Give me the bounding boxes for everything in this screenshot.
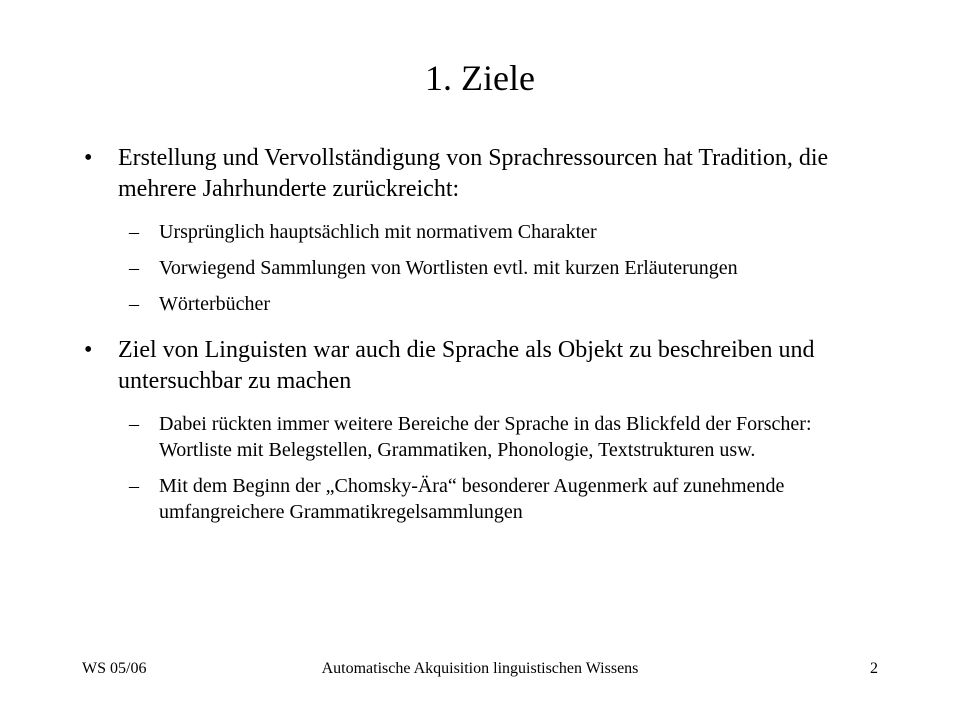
sub-item-text: Wörterbücher [159, 293, 271, 315]
sub-item-text: Vorwiegend Sammlungen von Wortlisten evtl. mit kurzen Erläuterungen [159, 257, 738, 279]
sub-item [84, 411, 884, 463]
sub-item [84, 255, 884, 281]
dash-icon: – [129, 293, 139, 315]
sub-item-text: Dabei rückten immer weitere Bereiche der Sprache in das Blickfeld der Forscher: Wortliste mit Belegstellen, Grammatiken, Phonologie, Textstrukturen usw. [159, 413, 812, 461]
footer-semester: WS 05/06 [82, 660, 147, 677]
bullet-text: Erstellung und Vervollständigung von Sprachressourcen hat Tradition, die mehrere Jahrhunderte zurückreicht: [118, 145, 829, 202]
sub-item [84, 219, 884, 245]
dash-icon: – [129, 221, 139, 243]
sub-item [84, 473, 884, 525]
slide-title: 1. Ziele [425, 58, 535, 98]
bullet-item [84, 335, 884, 397]
bullet-icon: • [84, 337, 93, 363]
sub-item-text: Mit dem Beginn der „Chomsky-Ära“ besonderer Augenmerk auf zunehmende umfangreichere Grammatikregelsammlungen [159, 475, 785, 523]
dash-icon: – [129, 475, 139, 497]
bullet-text: Ziel von Linguisten war auch die Sprache als Objekt zu beschreiben und untersuchbar zu machen [118, 337, 815, 394]
dash-icon: – [129, 257, 139, 279]
footer-course-title: Automatische Akquisition linguistischen Wissens [321, 660, 639, 677]
bullet-icon: • [84, 145, 93, 171]
sub-item-text: Ursprünglich hauptsächlich mit normativem Charakter [159, 221, 597, 243]
dash-icon: – [129, 413, 139, 435]
sub-item [84, 291, 884, 317]
slide-footer [0, 656, 960, 682]
bullet-item [84, 143, 884, 205]
footer-page-number: 2 [870, 660, 878, 677]
slide-content [84, 143, 884, 525]
